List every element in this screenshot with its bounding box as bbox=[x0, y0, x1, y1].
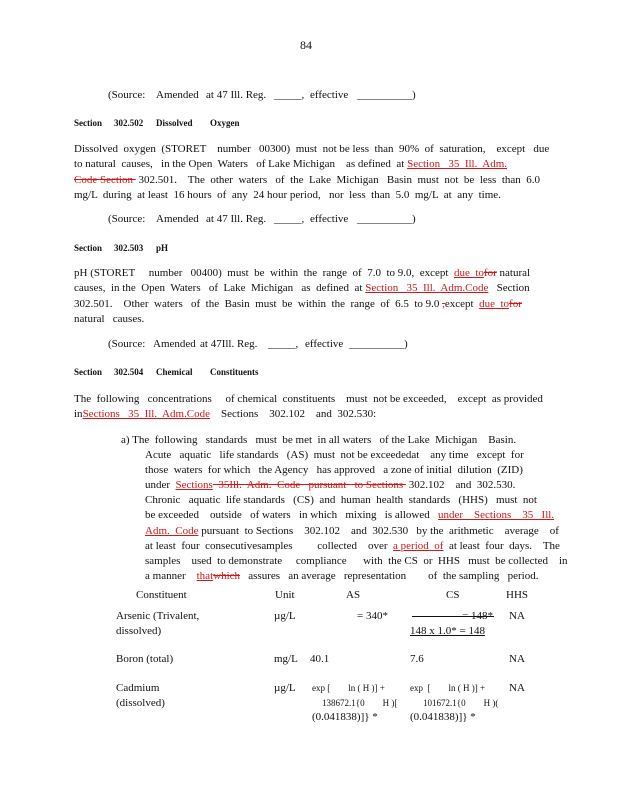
source-amended: Amended bbox=[153, 338, 196, 350]
text-run: 302.501. The other waters of the Lake Michigan Basin must not be less than 6.0 bbox=[135, 173, 541, 186]
text-run: natural bbox=[496, 267, 531, 279]
paragraph-chemical-constituents bbox=[74, 392, 544, 423]
source-effective: effective bbox=[305, 338, 344, 350]
text-run: causes, in the Open Waters of Lake Michigan as defined at bbox=[74, 282, 366, 295]
inserted-text: Section 35 Ill. Adm.Code bbox=[365, 282, 489, 295]
text-run: 302.501. Other waters of the Basin must be within the range of 6.5 to 9.0 bbox=[74, 297, 443, 310]
inserted-text: due to bbox=[453, 267, 484, 279]
deleted-text: Code Section bbox=[74, 173, 136, 186]
cs-formula-line-3: (0.041838)]} * bbox=[410, 711, 476, 723]
section-number: 302.502 bbox=[114, 118, 144, 128]
header-unit: Unit bbox=[275, 589, 295, 601]
source-label: (Source: bbox=[108, 89, 146, 101]
inserted-text: due to bbox=[479, 297, 510, 310]
text-line bbox=[121, 569, 551, 584]
source-reg: at 47 Ill. Reg. bbox=[206, 89, 267, 101]
constituent-name: Boron (total) bbox=[116, 653, 174, 665]
inserted-text: Sections 35 Ill. Adm.Code bbox=[82, 408, 210, 421]
section-number: 302.504 bbox=[114, 367, 144, 377]
inserted-text: Section 35 Ill. Adm. bbox=[407, 158, 508, 171]
source-effective-blank: __________) bbox=[357, 213, 416, 225]
inserted-text: Sections bbox=[175, 479, 213, 492]
text-run: pH (STORET number 00400) must be within the range of 7.0 to 9.0, except bbox=[74, 267, 454, 279]
section-word: Section bbox=[74, 118, 102, 128]
unit-value: µg/L bbox=[274, 610, 296, 622]
text-line bbox=[74, 157, 544, 172]
hhs-value: NA bbox=[509, 653, 525, 665]
source-reg: at 47 Ill. Reg. bbox=[206, 213, 267, 225]
as-formula-line-3: (0.041838)]} * bbox=[312, 711, 378, 723]
inserted-text: under Sections 35 Ill. bbox=[437, 509, 555, 522]
hhs-value: NA bbox=[509, 682, 525, 694]
section-title-2: Oxygen bbox=[210, 118, 240, 128]
header-cs: CS bbox=[446, 589, 460, 601]
text-line: samples used to demonstrate compliance with the CS or HHS must be collected in bbox=[145, 554, 568, 567]
source-effective-blank: __________) bbox=[349, 338, 408, 350]
hhs-value: NA bbox=[509, 610, 525, 622]
text-line: Acute aquatic life standards (AS) must not be exceededat any time except for bbox=[145, 449, 524, 462]
section-word: Section bbox=[74, 367, 102, 377]
text-line: a) The following standards must be met in all waters of the Lake Michigan Basin. bbox=[121, 434, 517, 446]
text-run: to natural causes, in the Open Waters of Lake Michigan as defined at bbox=[74, 158, 408, 171]
header-constituent: Constituent bbox=[136, 589, 187, 601]
text-line bbox=[121, 508, 555, 523]
constituent-name-2: dissolved) bbox=[116, 625, 162, 637]
header-hhs: HHS bbox=[506, 589, 529, 601]
deleted-text: which bbox=[213, 569, 241, 582]
constituent-name: Arsenic (Trivalent, bbox=[116, 610, 200, 622]
text-line bbox=[121, 539, 560, 554]
text-line bbox=[74, 297, 544, 312]
text-run: pursuant to Sections 302.102 and 302.530 by the arithmetic average of bbox=[198, 524, 559, 537]
inserted-text: that bbox=[196, 569, 214, 582]
text-run: 302.102 and 302.530. bbox=[405, 479, 516, 492]
unit-value: µg/L bbox=[274, 682, 296, 694]
as-formula-line-1: exp [ ln ( H )] + bbox=[312, 683, 385, 693]
text-line bbox=[74, 266, 544, 281]
as-formula-line-2: 138672.1{0 H )[ bbox=[322, 698, 398, 708]
text-line: those waters for which the Agency has approved a zone of initial dilution (ZID) bbox=[145, 464, 523, 477]
source-effective: effective bbox=[310, 89, 349, 101]
cs-formula-line-1: exp [ ln ( H )] + bbox=[410, 683, 486, 693]
page-number: 84 bbox=[300, 38, 312, 52]
text-run: at least four days. The bbox=[443, 539, 560, 552]
deleted-text: 35Ill. Adm. Code pursuant to Sections bbox=[212, 479, 406, 492]
text-run: be exceeded outside of waters in which mixing is allowed bbox=[145, 509, 438, 522]
section-title-1: Chemical bbox=[156, 367, 193, 377]
inserted-text: a period of bbox=[393, 539, 444, 552]
source-reg-blank: _____, bbox=[268, 338, 299, 350]
cs-value: 7.6 bbox=[410, 653, 424, 665]
source-label: (Source: bbox=[108, 213, 146, 225]
source-label: (Source: bbox=[108, 338, 146, 350]
deleted-text: , bbox=[442, 297, 445, 310]
deleted-text: for bbox=[483, 267, 497, 279]
text-line bbox=[121, 524, 559, 539]
source-reg-blank: _____, bbox=[274, 89, 305, 101]
source-amended: Amended bbox=[156, 213, 199, 225]
source-reg-blank: _____, bbox=[274, 213, 305, 225]
text-line bbox=[74, 281, 544, 296]
text-run: at least four consecutivesamples collected over bbox=[145, 539, 394, 552]
section-title-1: pH bbox=[156, 243, 169, 253]
constituent-name: Cadmium bbox=[116, 682, 160, 694]
header-as: AS bbox=[346, 589, 361, 601]
section-title-1: Dissolved bbox=[156, 118, 193, 128]
text-run: Sections 302.102 and 302.530: bbox=[209, 408, 377, 421]
inserted-text: Adm. Code bbox=[145, 524, 199, 537]
text-line bbox=[121, 478, 551, 493]
text-run: in bbox=[74, 408, 83, 421]
text-run: a manner bbox=[145, 569, 197, 582]
source-effective: effective bbox=[310, 213, 349, 225]
section-title-2: Constituents bbox=[210, 367, 259, 377]
constituent-name-2: (dissolved) bbox=[116, 697, 165, 709]
cs-inserted-value: 148 x 1.0* = 148 bbox=[410, 625, 485, 637]
text-line: Dissolved oxygen (STORET number 00300) must not be less than 90% of saturation, except due bbox=[74, 143, 550, 155]
text-line: The following concentrations of chemical constituents must not be exceeded, except as provided bbox=[74, 393, 543, 405]
unit-value: mg/L bbox=[274, 653, 298, 665]
text-line: Chronic aquatic life standards (CS) and human health standards (HHS) must not bbox=[145, 494, 537, 507]
source-amended: Amended bbox=[156, 89, 199, 101]
text-run: except bbox=[444, 297, 480, 310]
text-line: natural causes. bbox=[74, 313, 145, 326]
text-line bbox=[74, 407, 544, 422]
section-number: 302.503 bbox=[114, 243, 144, 253]
as-value: 40.1 bbox=[310, 653, 330, 665]
text-line bbox=[74, 173, 544, 188]
text-run: assures an average representation of the sampling period. bbox=[240, 569, 539, 582]
list-item-a bbox=[121, 433, 568, 584]
source-effective-blank: __________) bbox=[357, 89, 416, 101]
paragraph-ph bbox=[74, 266, 544, 328]
source-reg: at 47Ill. Reg. bbox=[200, 338, 258, 350]
cs-formula-line-2: 101672.1{0 H )( bbox=[423, 698, 499, 708]
deleted-text: for bbox=[509, 297, 522, 310]
paragraph-dissolved-oxygen bbox=[74, 142, 550, 204]
as-value: = 340* bbox=[357, 610, 388, 622]
section-word: Section bbox=[74, 243, 102, 253]
text-run: Section bbox=[488, 282, 530, 295]
text-run: under bbox=[145, 479, 176, 492]
text-line: mg/L during at least 16 hours of any 24 hour period, nor less than 5.0 mg/L at any time. bbox=[74, 189, 501, 202]
cs-deleted-value: = 148* bbox=[462, 610, 493, 622]
